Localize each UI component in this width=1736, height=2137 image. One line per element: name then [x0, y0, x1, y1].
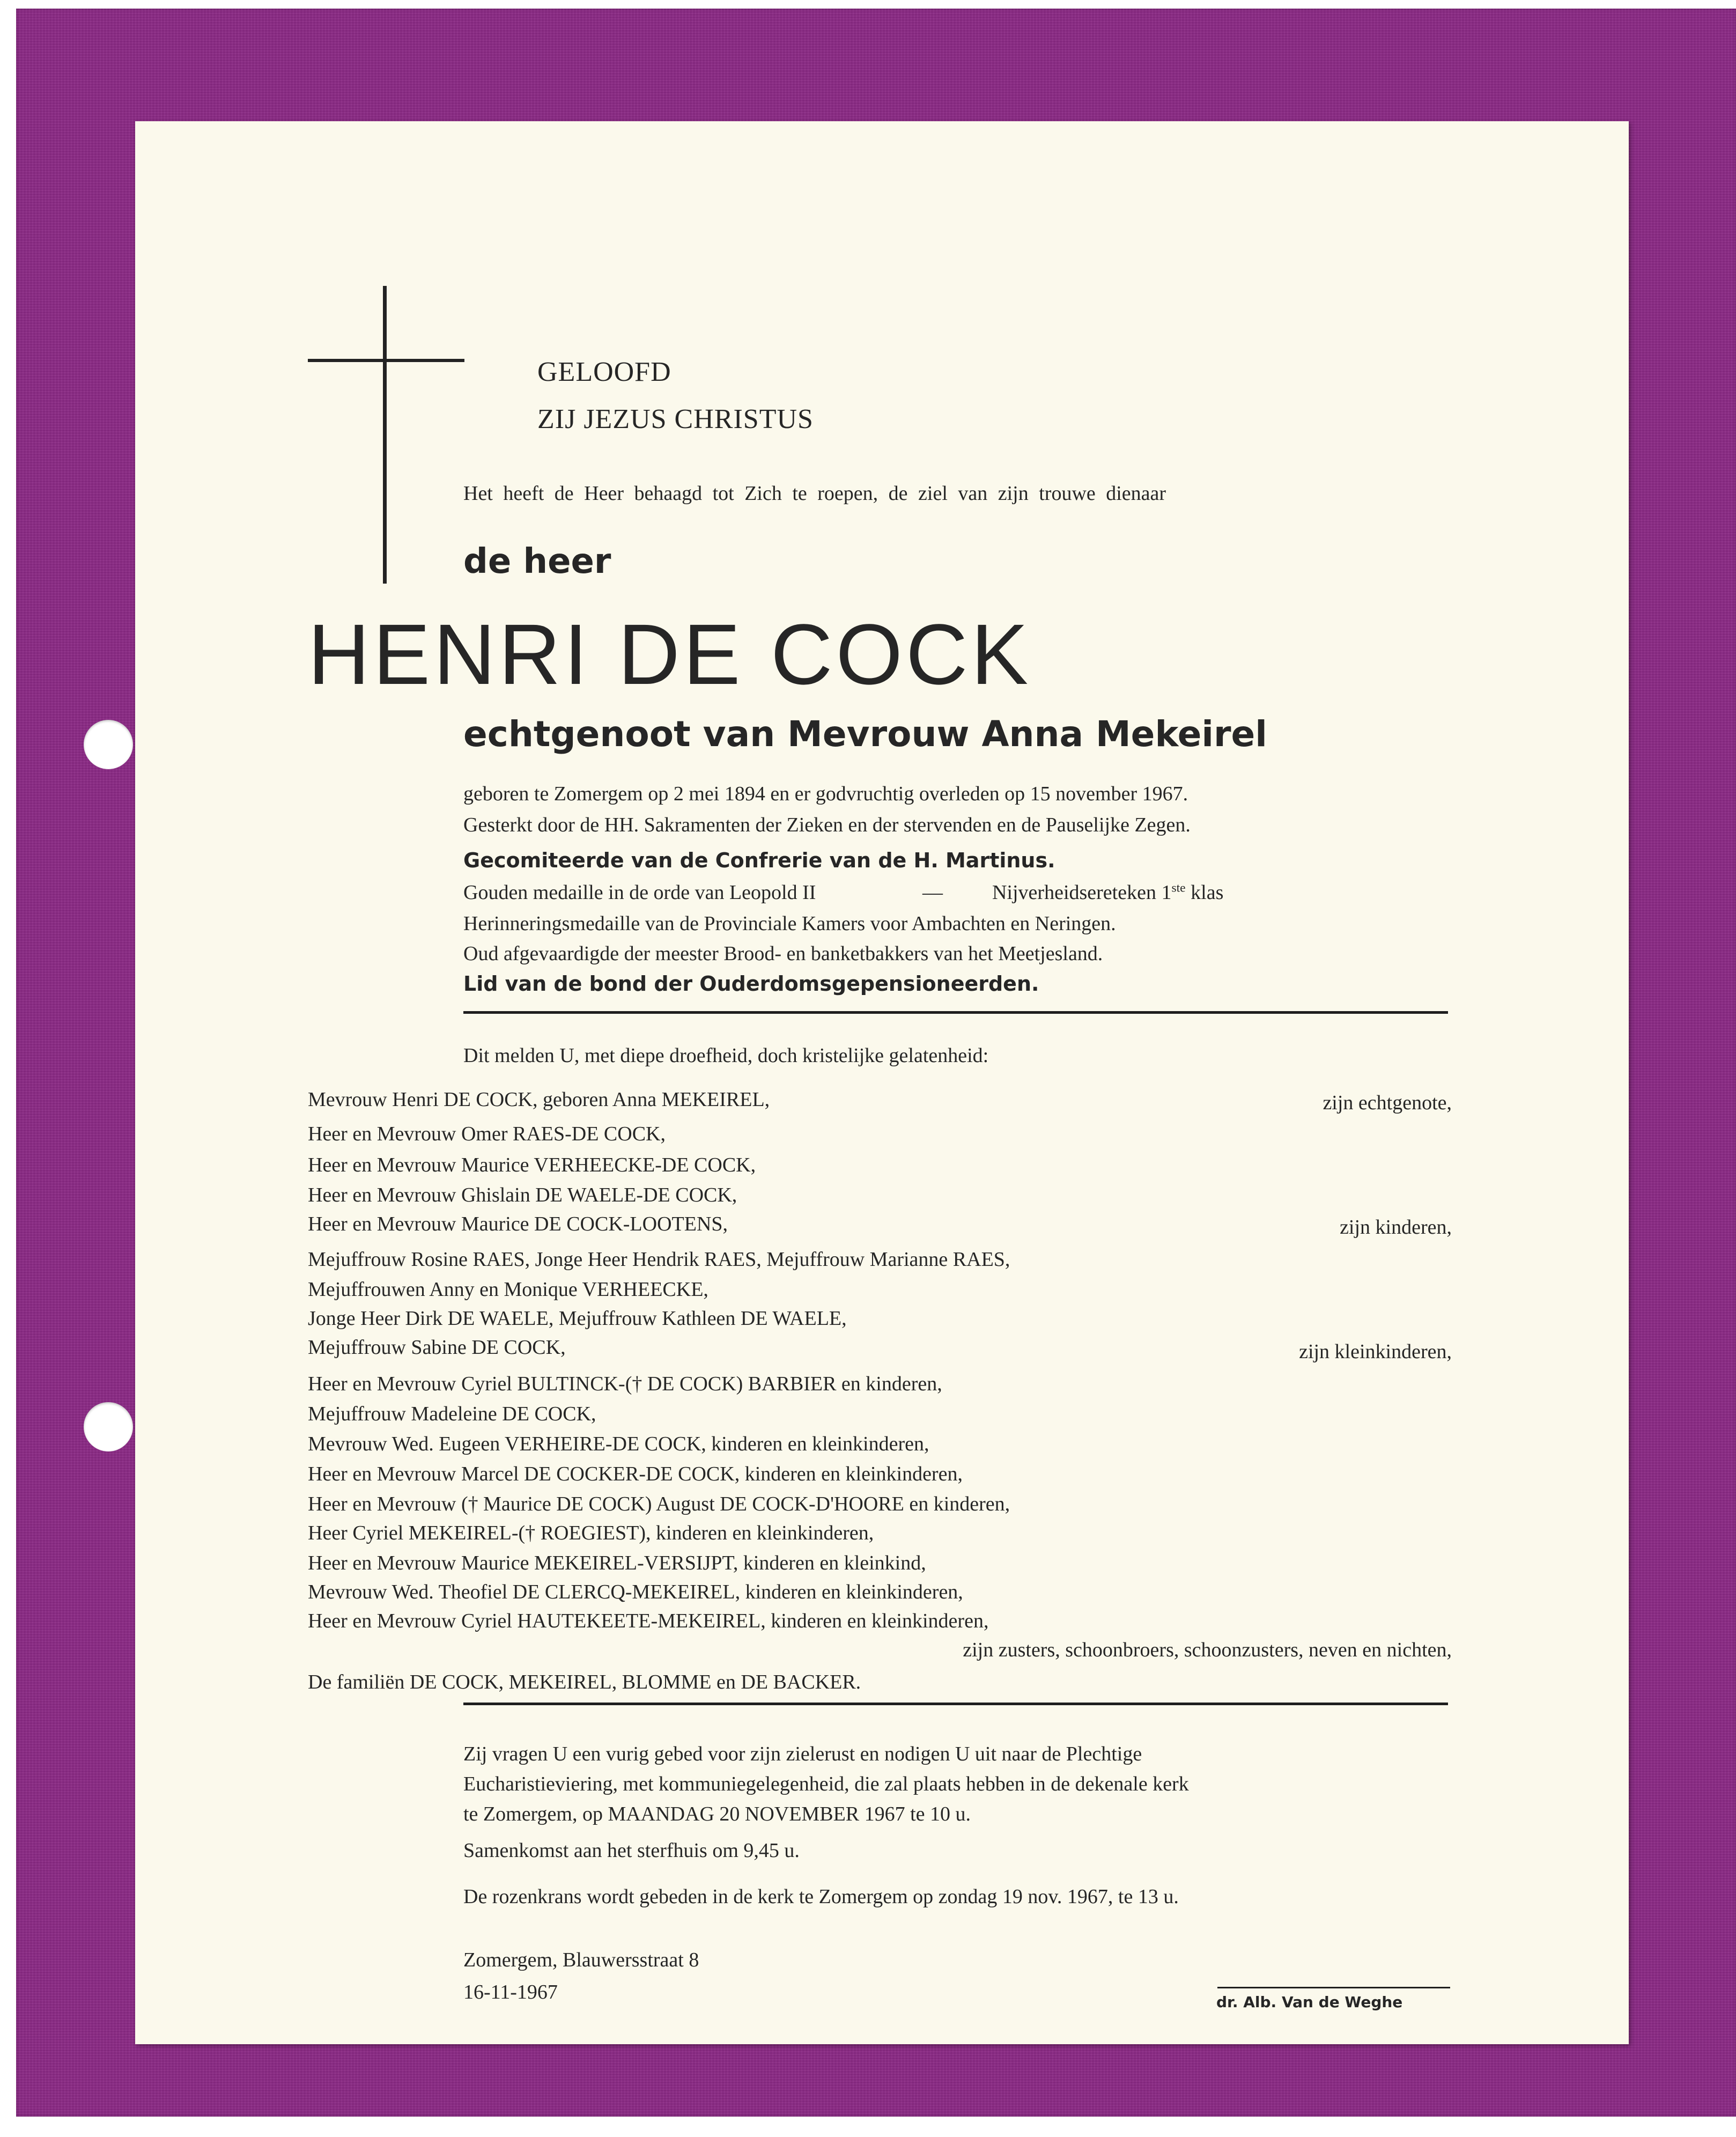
family-spouse: Mevrouw Henri DE COCK, geboren Anna MEKEIREL,: [308, 1088, 770, 1111]
punch-hole-bottom: [84, 1402, 133, 1451]
bio-line-1: geboren te Zomergem op 2 mei 1894 en er godvruchtig overleden op 15 november 1967.: [463, 783, 1188, 805]
family-grandchild-1: Mejuffrouw Rosine RAES, Jonge Heer Hendrik RAES, Mejuffrouw Marianne RAES,: [308, 1248, 1010, 1271]
service-line-1: Zij vragen U een vurig gebed voor zijn zielerust en nodigen U uit naar de Plechtige: [463, 1743, 1142, 1765]
family-sibling-7: Heer en Mevrouw Maurice MEKEIREL-VERSIJPT, kinderen en kleinkind,: [308, 1552, 926, 1574]
honor-afgevaardigde: Oud afgevaardigde der meester Brood- en banketbakkers van het Meetjesland.: [463, 942, 1103, 965]
honor-bond: Lid van de bond der Ouderdomsgepensioneerden.: [463, 972, 1039, 996]
date: 16-11-1967: [463, 1981, 558, 2003]
address: Zomergem, Blauwersstraat 8: [463, 1949, 699, 1971]
service-rosary: De rozenkrans wordt gebeden in de kerk te Zomergem op zondag 19 nov. 1967, te 13 u.: [463, 1885, 1179, 1908]
honor-medal-left: Gouden medaille in de orde van Leopold II: [463, 881, 816, 904]
cross-icon-bar: [308, 359, 464, 362]
heading-line-1: GELOOFD: [537, 357, 671, 387]
title-prefix: de heer: [463, 542, 611, 581]
family-children-role: zijn kinderen,: [1340, 1216, 1452, 1239]
family-sibling-6: Heer Cyriel MEKEIREL-(† ROEGIEST), kinderen en kleinkinderen,: [308, 1522, 874, 1544]
family-sibling-3: Mevrouw Wed. Eugeen VERHEIRE-DE COCK, kinderen en kleinkinderen,: [308, 1433, 929, 1455]
heading-line-2: ZIJ JEZUS CHRISTUS: [537, 404, 814, 434]
bio-line-2: Gesterkt door de HH. Sakramenten der Zieken en der stervenden en de Pauselijke Zegen.: [463, 814, 1191, 836]
family-sibling-8: Mevrouw Wed. Theofiel DE CLERCQ-MEKEIREL, kinderen en kleinkinderen,: [308, 1581, 963, 1603]
family-siblings-role: zijn zusters, schoonbroers, schoonzusters, neven en nichten,: [963, 1639, 1452, 1661]
family-child-1: Heer en Mevrouw Omer RAES-DE COCK,: [308, 1123, 666, 1145]
honor-confrerie: Gecomiteerde van de Confrerie van de H. Martinus.: [463, 849, 1055, 872]
honor-herinnering: Herinneringsmedaille van de Provinciale Kamers voor Ambachten en Neringen.: [463, 912, 1116, 935]
cross-icon: [383, 286, 387, 584]
family-child-4: Heer en Mevrouw Maurice DE COCK-LOOTENS,: [308, 1213, 728, 1235]
announce-intro: Dit melden U, met diepe droefheid, doch kristelijke gelatenheid:: [463, 1044, 989, 1067]
divider-1: [463, 1011, 1448, 1014]
service-line-3: te Zomergem, op MAANDAG 20 NOVEMBER 1967 te 10 u.: [463, 1803, 971, 1825]
family-grandchildren-role: zijn kleinkinderen,: [1299, 1340, 1452, 1363]
family-child-2: Heer en Mevrouw Maurice VERHEECKE-DE COCK,: [308, 1154, 756, 1176]
honor-medal-right: Nijverheidsereteken 1ste klas: [992, 881, 1224, 904]
printer-credit: dr. Alb. Van de Weghe: [1216, 1993, 1403, 2011]
family-grandchild-2: Mejuffrouwen Anny en Monique VERHEECKE,: [308, 1278, 708, 1301]
service-line-2: Eucharistieviering, met kommuniegelegenheid, die zal plaats hebben in de dekenale kerk: [463, 1773, 1189, 1795]
spouse-line: echtgenoot van Mevrouw Anna Mekeirel: [463, 713, 1267, 755]
intro-text: Het heeft de Heer behaagd tot Zich te roepen, de ziel van zijn trouwe dienaar: [463, 482, 1166, 505]
punch-hole-top: [84, 720, 133, 769]
family-sibling-9: Heer en Mevrouw Cyriel HAUTEKEETE-MEKEIREL, kinderen en kleinkinderen,: [308, 1610, 989, 1632]
family-child-3: Heer en Mevrouw Ghislain DE WAELE-DE COCK,: [308, 1184, 737, 1206]
family-grandchild-4: Mejuffrouw Sabine DE COCK,: [308, 1336, 566, 1359]
family-spouse-role: zijn echtgenote,: [1323, 1092, 1452, 1114]
family-sibling-2: Mejuffrouw Madeleine DE COCK,: [308, 1403, 596, 1425]
divider-2: [463, 1703, 1448, 1705]
family-families: De familiën DE COCK, MEKEIREL, BLOMME en DE BACKER.: [308, 1671, 861, 1693]
service-gathering: Samenkomst aan het sterfhuis om 9,45 u.: [463, 1839, 800, 1862]
deceased-name: HENRI DE COCK: [308, 606, 1032, 702]
honor-medal-dash: —: [922, 881, 943, 904]
family-grandchild-3: Jonge Heer Dirk DE WAELE, Mejuffrouw Kathleen DE WAELE,: [308, 1307, 847, 1330]
family-sibling-1: Heer en Mevrouw Cyriel BULTINCK-(† DE COCK) BARBIER en kinderen,: [308, 1373, 942, 1395]
family-sibling-5: Heer en Mevrouw († Maurice DE COCK) August DE COCK-D'HOORE en kinderen,: [308, 1493, 1010, 1515]
family-sibling-4: Heer en Mevrouw Marcel DE COCKER-DE COCK, kinderen en kleinkinderen,: [308, 1463, 963, 1485]
printer-rule: [1217, 1987, 1450, 1988]
